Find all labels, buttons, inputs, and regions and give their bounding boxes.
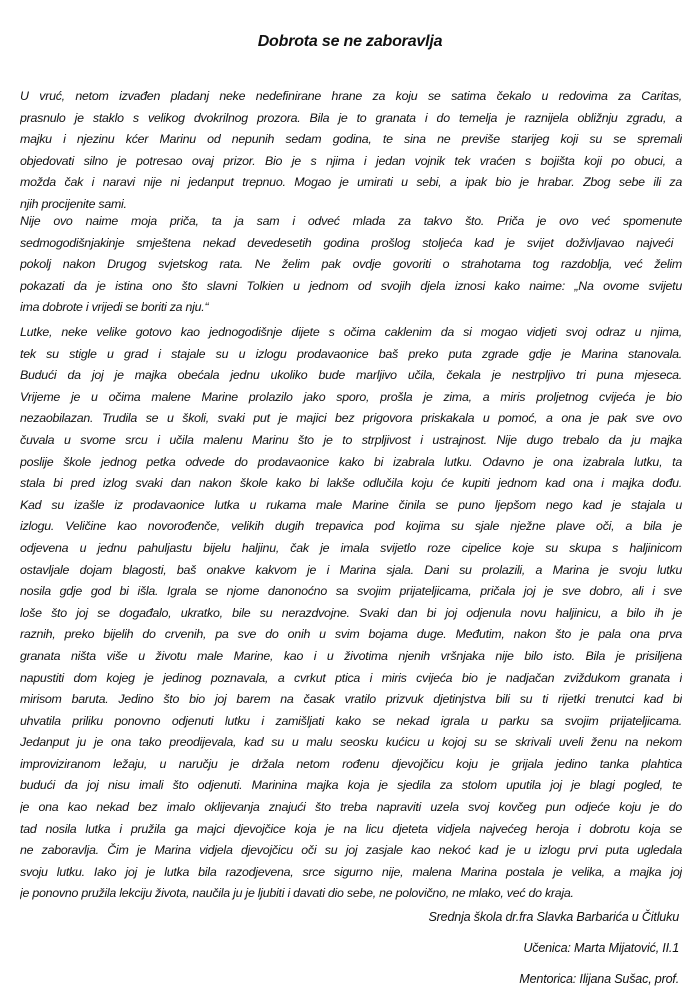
paragraph-line: loše što joj se događalo, ukratko, bile su nerazdvojne. Svaki dan bi joj odjenula novu haljinicu, a bilo ih je	[20, 605, 682, 620]
paragraph-line: majku i njezinu kćer Marinu od nepunih sedam godina, te sina ne previše starijeg koji su se spremali	[20, 132, 682, 147]
paragraph-line: mirisom baruta. Jedino što bio joj barem na časak vratilo prizvuk djetinjstva bili su ti rijetki trenutci kad bi	[20, 692, 682, 707]
paragraph-line: Vrijeme je u očima malene Marine prolazilo jako sporo, prošla je zima, a miris proljetnog cvijeća je bio	[20, 389, 682, 404]
paragraph-line: raznih, preko bijelih do crvenih, pa sve do onih u svim bojama duge. Međutim, nakon što je pala ona prva	[20, 627, 682, 642]
paragraph-1	[20, 86, 682, 216]
paragraph-line: tad nosila lutka i pružila ga majci djevojčice koja je na licu djeteta vidjela najvećeg heroja i dobrotu koja se	[20, 821, 682, 836]
paragraph-line: granata ništa više u životu male Marine, kao i u životima njenih vršnjaka nije bilo isto. Bila je prisiljena	[20, 648, 682, 663]
paragraph-line: budući da joj nisu imali što odjenuti. Marinina majka koja je sjedila za stolom uputila joj je blagi pogled, te	[20, 778, 682, 793]
paragraph-line: tek su stigle u grad i stajale su u izlogu prodavaonice baš preko puta zgrade gdje je Marina stanovala.	[20, 346, 682, 361]
paragraph-line: poslije škole jednog petka odvede do prodavaonice kako bi izabrala lutku. Odavno je ona izabrala lutku, ta	[20, 454, 682, 469]
paragraph-line: izlogu. Veličine kao novorođenče, velikih dugih trepavica pod kojima su sjale nježne plave oči, a bila je	[20, 519, 682, 534]
paragraph-line: ostavljale dojam blagosti, baš onakve kakvom je i Marina sjala. Dani su prolazili, a Marina je svoju lutku	[20, 562, 682, 577]
paragraph-line: pokolj nakon Drugog svjetskog rata. Ne želim pak ovdje govoriti o strahotama tog razdoblja, već želim	[20, 257, 682, 272]
signature-school: Srednja škola dr.fra Slavka Barbarića u Čitluku	[428, 910, 679, 924]
paragraph-line: ima dobrote i vrijedi se boriti za nju.“	[20, 300, 209, 315]
paragraph-2	[20, 211, 682, 319]
paragraph-line: U vruć, netom izvađen pladanj neke nedefinirane hrane za koju se satima čekalo u redovima za Caritas,	[20, 89, 682, 103]
paragraph-line: je ponovno pružila lekciju života, naučila ju je ljubiti i davati dio sebe, ne polovično, ne mlako, već do kraja.	[20, 886, 574, 901]
paragraph-line: ne zaboravlja. Čim je Marina vidjela djevojčicu oči su joj zasjale kao nekoć kad je u izlogu prvi puta ugledala	[20, 843, 682, 858]
paragraph-line: Nije ovo naime moja priča, ta ja sam i odveć mlada za takvo što. Priča je ovo već spomenute	[20, 214, 682, 228]
paragraph-line: objedovati silno je potresao ovaj prizor. Bio je s njima i jedan vojnik tek vraćen s bojišta koji po obuci, a	[20, 153, 682, 168]
paragraph-line: Budući da joj je majka obećala jednu ukoliko bude marljivo učila, čekala je nestrpljivo tri puna mjeseca.	[20, 368, 682, 383]
paragraph-line: uhvatila priliku ponovno odjenuti lutku i zamišljati kako se nekad igrala u parku sa svojim prijateljicama.	[20, 713, 682, 728]
paragraph-line: Kad su izašle iz prodavaonice lutka u rukama male Marine činila se puno ljepšom nego kad je stajala u	[20, 497, 682, 512]
signature-mentor: Mentorica: Ilijana Sušac, prof.	[519, 972, 679, 986]
paragraph-3	[20, 322, 682, 905]
paragraph-line: svoju lutku. Iako joj je lutka bila razodjevena, srce sigurno nije, malena Marina postala je velika, a majka joj	[20, 864, 682, 879]
paragraph-line: Lutke, neke velike gotovo kao jednogodišnje dijete s očima caklenim da si mogao vidjeti svoj odraz u njima,	[20, 325, 682, 339]
paragraph-line: nezaobilazan. Trudila se u školi, svaki put je majici bez prigovora priskakala u pomoć, a ona je pak sve ovo	[20, 411, 682, 426]
paragraph-line: nosila gdje god bi išla. Igrala se njome danonoćno sa svojim prijateljicama, pričala joj je sve dobro, ali i sve	[20, 584, 682, 599]
paragraph-line: improviziranom ležaju, u naručju je držala netom rođenu djevojčicu koju je grijala jedino tanka plahtica	[20, 756, 682, 771]
paragraph-line: možda čak i naravi nije ni jedanput trepnuo. Mogao je umirati u sebi, a ipak bio je hrabar. Zbog sebe ili za	[20, 175, 682, 190]
paragraph-line: je ona kao nekad bez imalo oklijevanja znajući što treba napraviti uzela svoj kovčeg pun odjeće koju je do	[20, 800, 682, 815]
paragraph-line: sedmogodišnjakinje smještena nekad devedesetih godina prošlog stoljeća kad je svijet doživljavao najveći	[20, 235, 674, 250]
document-title: Dobrota se ne zaboravlja	[257, 32, 443, 50]
paragraph-line: prasnulo je staklo s velikog dvokrilnog prozora. Bila je to granata i do temelja je raznijela obližnju zgradu, a	[20, 110, 682, 125]
paragraph-line: njih procijenite sami.	[20, 196, 127, 211]
paragraph-line: pokazati da je istina ono što slavni Tolkien u jednom od svojih djela iznosi kako naime: „Na ovome svijetu	[20, 278, 682, 293]
signature-student: Učenica: Marta Mijatović, II.1	[523, 941, 679, 955]
paragraph-line: napustiti dom kojeg je jedinog poznavala, a cvrkut ptica i miris cvijeća bio je nadjačan zviždukom granata i	[20, 670, 682, 685]
paragraph-line: odjevena u jednu pahuljastu bijelu haljinu, čak je imala svijetlo roze cipelice koje su skupa s haljinicom	[20, 540, 682, 555]
paragraph-line: stala bi pred izlog svaki dan nakon škole kako bi lakše odlučila koju će kupiti jednom kad ona i majka dođu.	[20, 476, 682, 491]
paragraph-line: Jedanput ju je ona tako preodijevala, kad su u malu seosku kućicu u kojoj su se skrivali uveli ženu na nekom	[20, 735, 682, 750]
paragraph-line: čuvala u svome srcu i učila malenu Marinu što je to strpljivost i ustrajnost. Nije dugo trebalo da ju majka	[20, 432, 682, 447]
